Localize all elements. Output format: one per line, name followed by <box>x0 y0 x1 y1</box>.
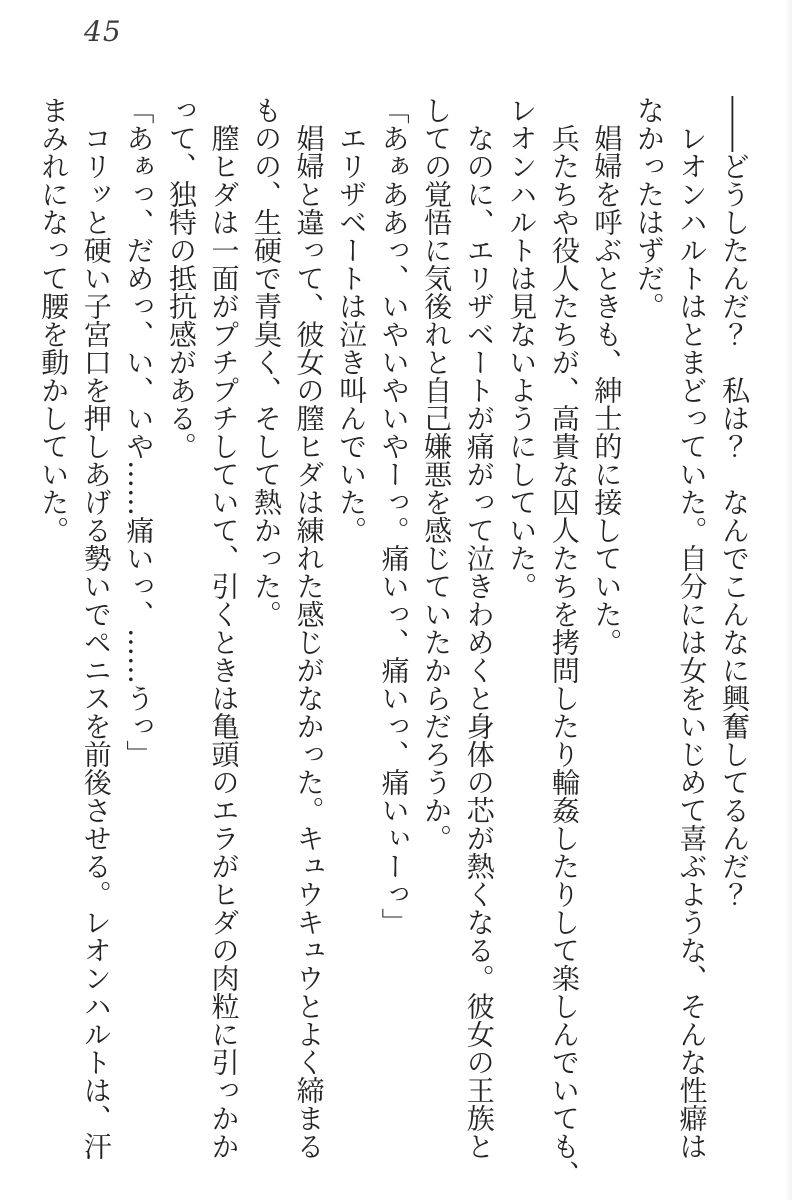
text-column: エリザベートは泣き叫んでいた。 <box>335 96 369 544</box>
text-column: 「あぁああっ、いやいやいやーっ。痛いっ、痛いっ、痛いぃーっ」 <box>377 96 411 936</box>
text-column: 膣ヒダは一面がプチプチしていて、引くときは亀頭のエラがヒダの肉粒に引っかか <box>207 96 241 1160</box>
text-column: なのに、エリザベートが痛がって泣きわめくと身体の芯が熱くなる。彼女の王族と <box>462 96 496 1160</box>
text-column: まみれになって腰を動かしていた。 <box>37 96 71 544</box>
text-column: しての覚悟に気後れと自己嫌悪を感じていたからだろうか。 <box>420 96 454 852</box>
text-column: 兵たちや役人たちが、高貴な囚人たちを拷問したり輪姦したりして楽しんでいても、 <box>547 96 581 1188</box>
text-column: って、独特の抵抗感がある。 <box>164 96 198 460</box>
text-column: 娼婦を呼ぶときも、紳士的に接していた。 <box>590 96 624 656</box>
text-column: レオンハルトは見ないようにしていた。 <box>505 96 539 600</box>
page-number: 45 <box>84 15 122 48</box>
text-column: 娼婦と違って、彼女の膣ヒダは練れた感じがなかった。キュウキュウとよく締まる <box>292 96 326 1160</box>
text-column: 「あぁっ、だめっ、い、いや……痛いっ、……うっ」 <box>122 96 156 768</box>
text-column: レオンハルトはとまどっていた。自分には女をいじめて喜ぶような、そんな性癖は <box>675 96 709 1160</box>
vertical-text-block <box>32 96 755 1188</box>
text-column: ――どうしたんだ？ 私は？ なんでこんなに興奮してるんだ？ <box>718 96 751 908</box>
text-column: ものの、生硬で青臭く、そして熱かった。 <box>249 96 283 628</box>
text-column: コリッと硬い子宮口を押しあげる勢いでペニスを前後させる。レオンハルトは、汗 <box>79 96 113 1160</box>
text-column: なかったはずだ。 <box>632 96 666 320</box>
